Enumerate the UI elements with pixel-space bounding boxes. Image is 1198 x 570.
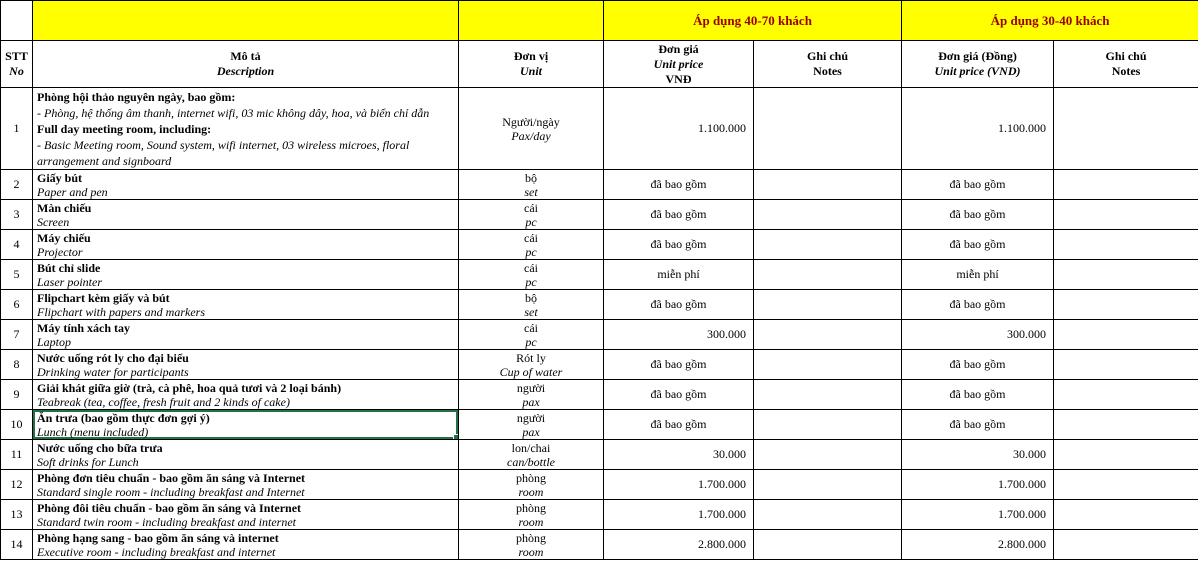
unit-line-en: can/bottle (507, 454, 555, 469)
row-number-cell[interactable]: 9 (1, 380, 33, 410)
unit-price-40-70-cell[interactable]: 2.800.000 (604, 530, 754, 560)
notes-40-70-cell[interactable] (754, 440, 902, 470)
unit-cell[interactable] (459, 350, 604, 380)
unit-line-vi: bộ (525, 170, 537, 185)
unit-line-en: pc (525, 334, 537, 349)
desc-line: Phòng đơn tiêu chuẩn - bao gồm ăn sáng và Internet (37, 470, 306, 485)
notes-30-40-header-cell[interactable] (1054, 41, 1198, 88)
unit-price-40-70-cell[interactable]: 30.000 (604, 440, 754, 470)
row-number-cell[interactable]: 1 (1, 88, 33, 170)
notes-30-40-cell[interactable] (1054, 500, 1198, 530)
notes-40-70-header-cell[interactable] (754, 41, 902, 88)
unit-line-vi: Người/ngày (502, 114, 560, 129)
mota-label: Mô tả (230, 49, 261, 63)
donvi-label: Đơn vị (513, 49, 549, 63)
unit-price-40-70-header-cell[interactable] (604, 41, 754, 88)
desc-line: Full day meeting room, including: (37, 121, 212, 136)
unit-line-vi: cái (524, 260, 538, 275)
notes-40-70-cell[interactable] (754, 88, 902, 170)
unit-price-30-40-cell[interactable]: đã bao gồm (902, 350, 1054, 380)
unit-cell[interactable] (459, 88, 604, 170)
notes-40-70-cell[interactable] (754, 260, 902, 290)
unit-price-40-70-cell[interactable]: đã bao gồm (604, 410, 754, 440)
group-30-40-header[interactable]: Áp dụng 30-40 khách (902, 1, 1198, 41)
unit-price-30-40-cell[interactable]: đã bao gồm (902, 410, 1054, 440)
row-number-cell[interactable]: 2 (1, 170, 33, 200)
unit-price-30-40-cell[interactable]: đã bao gồm (902, 290, 1054, 320)
unit-line-en: room (518, 514, 544, 529)
unit-price-40-70-cell[interactable]: miễn phí (604, 260, 754, 290)
description-cell[interactable] (33, 470, 459, 500)
description-cell[interactable] (33, 290, 459, 320)
desc-line: Màn chiếu (37, 200, 92, 215)
desc-line: Bút chỉ slide (37, 260, 101, 275)
unit-price-40-70-cell[interactable]: 1.700.000 (604, 500, 754, 530)
notes-30-40-cell[interactable] (1054, 290, 1198, 320)
unit-line-en: room (518, 484, 544, 499)
row-number-cell[interactable]: 7 (1, 320, 33, 350)
notes-40-70-cell[interactable] (754, 500, 902, 530)
unit-line-en: Pax/day (511, 128, 551, 143)
unit-label: Unit (519, 64, 542, 78)
desc-line: Lunch (menu included) (37, 424, 149, 439)
row-number-cell[interactable]: 4 (1, 230, 33, 260)
description-cell[interactable] (33, 500, 459, 530)
desc-line: Giải khát giữa giờ (trà, cà phê, hoa quả tươi và 2 loại bánh) (37, 380, 342, 395)
desc-line: Nước uống cho bữa trưa (37, 440, 163, 455)
unit-price-30-40-cell[interactable]: 1.100.000 (902, 88, 1054, 170)
notes-30-40-cell[interactable] (1054, 170, 1198, 200)
unit-cell[interactable] (459, 260, 604, 290)
unit-line-vi: cái (524, 200, 538, 215)
unit-cell[interactable] (459, 440, 604, 470)
desc-header-cell[interactable] (33, 41, 459, 88)
unit-line-vi: cái (524, 230, 538, 245)
description-cell[interactable] (33, 200, 459, 230)
stt-header-cell[interactable] (1, 41, 33, 88)
unit-price-30-40-header-cell[interactable] (902, 41, 1054, 88)
notes-40-70-cell[interactable] (754, 290, 902, 320)
unit-line-en: room (518, 544, 544, 559)
group-header-row (1, 1, 1198, 41)
row-number-cell[interactable]: 11 (1, 440, 33, 470)
vnd-label: VNĐ (665, 71, 692, 86)
unit-line-vi: cái (524, 320, 538, 335)
unit-price-40-70-cell[interactable]: 1.700.000 (604, 470, 754, 500)
unit-price-40-70-cell[interactable]: 1.100.000 (604, 88, 754, 170)
notes-30-40-cell[interactable] (1054, 410, 1198, 440)
notes-40-70-cell[interactable] (754, 170, 902, 200)
description-label: Description (216, 64, 275, 78)
notes-30-40-cell[interactable] (1054, 88, 1198, 170)
desc-line: Standard twin room - including breakfast and internet (37, 514, 296, 529)
table-row (1, 440, 1198, 470)
unit-price-30-40-cell[interactable]: đã bao gồm (902, 200, 1054, 230)
notes-40-70-cell[interactable] (754, 380, 902, 410)
notes-30-40-cell[interactable] (1054, 380, 1198, 410)
table-row (1, 170, 1198, 200)
desc-line: Screen (37, 214, 70, 229)
unit-price-30-40-cell[interactable]: đã bao gồm (902, 380, 1054, 410)
unit-cell[interactable] (459, 320, 604, 350)
unit-header-cell[interactable] (459, 41, 604, 88)
unit-line-en: pax (522, 424, 540, 439)
desc-line: Máy chiếu (37, 230, 91, 245)
notes-40-70-cell[interactable] (754, 320, 902, 350)
unit-price-30-40-cell[interactable]: 300.000 (902, 320, 1054, 350)
desc-line: Flipchart kèm giấy và bút (37, 290, 170, 305)
row-number-cell[interactable]: 10 (1, 410, 33, 440)
unit-price-40-70-cell[interactable]: đã bao gồm (604, 290, 754, 320)
table-row (1, 260, 1198, 290)
unit-price-40-70-cell[interactable]: đã bao gồm (604, 380, 754, 410)
row-number-cell[interactable]: 6 (1, 290, 33, 320)
table-row (1, 88, 1198, 170)
notes-40-70-cell[interactable] (754, 530, 902, 560)
notes-30-40-cell[interactable] (1054, 260, 1198, 290)
unit-price-30-40-cell[interactable]: miễn phí (902, 260, 1054, 290)
unit-price-30-40-cell[interactable]: đã bao gồm (902, 170, 1054, 200)
unit-cell[interactable] (459, 230, 604, 260)
unit-line-vi: bộ (525, 290, 537, 305)
notes-30-40-cell[interactable] (1054, 230, 1198, 260)
unit-price-30-40-cell[interactable]: 2.800.000 (902, 530, 1054, 560)
fill-handle[interactable] (453, 434, 459, 440)
unit-price-40-70-cell[interactable]: đã bao gồm (604, 230, 754, 260)
unit-line-en: pc (525, 274, 537, 289)
unit-price-40-70-cell[interactable]: đã bao gồm (604, 350, 754, 380)
stt-label: STT (5, 49, 28, 63)
desc-line: Phòng hạng sang - bao gồm ăn sáng và internet (37, 530, 279, 545)
unit-line-en: set (524, 304, 538, 319)
row-number-cell[interactable]: 8 (1, 350, 33, 380)
unit-price-30-40-cell[interactable]: 1.700.000 (902, 500, 1054, 530)
description-cell[interactable] (33, 260, 459, 290)
unit-line-en: pc (525, 214, 537, 229)
row-number-cell[interactable]: 14 (1, 530, 33, 560)
table-row (1, 290, 1198, 320)
table-row (1, 500, 1198, 530)
unit-line-en: pc (525, 244, 537, 259)
description-cell[interactable] (33, 410, 459, 440)
desc-line: Soft drinks for Lunch (37, 454, 139, 469)
group-40-70-header[interactable]: Áp dụng 40-70 khách (604, 1, 902, 41)
description-cell[interactable] (33, 170, 459, 200)
desc-top-cell[interactable] (33, 1, 459, 41)
unit-cell[interactable] (459, 500, 604, 530)
desc-line: Laptop (37, 334, 72, 349)
unit-line-vi: lon/chai (511, 440, 551, 455)
desc-line: Paper and pen (37, 184, 108, 199)
notes-30-40-cell[interactable] (1054, 320, 1198, 350)
notes-30-40-cell[interactable] (1054, 440, 1198, 470)
notes-label-2: Notes (1111, 64, 1141, 78)
desc-line: Ăn trưa (bao gồm thực đơn gợi ý) (37, 410, 210, 425)
row-number-cell[interactable]: 3 (1, 200, 33, 230)
unit-line-vi: phòng (516, 470, 546, 485)
unit-cell[interactable] (459, 470, 604, 500)
description-cell[interactable] (33, 230, 459, 260)
notes-40-70-cell[interactable] (754, 350, 902, 380)
unit-line-vi: phòng (516, 530, 546, 545)
description-cell[interactable] (33, 88, 459, 170)
desc-line: - Phòng, hệ thống âm thanh, internet wifi, 03 mic không dây, hoa, và biển chỉ dẫn (37, 105, 430, 120)
notes-30-40-cell[interactable] (1054, 530, 1198, 560)
table-row (1, 230, 1198, 260)
row-number-cell[interactable]: 5 (1, 260, 33, 290)
desc-line: - Basic Meeting room, Sound system, wifi internet, 03 wireless microes, floral arrangement and signboard (37, 137, 410, 168)
description-cell[interactable] (33, 350, 459, 380)
unit-line-vi: người (516, 380, 546, 395)
table-row (1, 380, 1198, 410)
unit-price-30-40-cell[interactable]: đã bao gồm (902, 230, 1054, 260)
desc-line: Flipchart with papers and markers (37, 304, 205, 319)
description-cell[interactable] (33, 380, 459, 410)
table-row (1, 410, 1198, 440)
unit-cell[interactable] (459, 290, 604, 320)
stt-top-cell[interactable] (1, 1, 33, 41)
unit-line-vi: phòng (516, 500, 546, 515)
unit-price-vnd-label: Unit price (VND) (934, 64, 1021, 78)
table-row (1, 470, 1198, 500)
table-row (1, 350, 1198, 380)
no-label: No (9, 64, 24, 78)
dongia-dong-label: Đơn giá (Đồng) (938, 49, 1017, 63)
desc-line: Giấy bút (37, 170, 83, 185)
unit-top-cell[interactable] (459, 1, 604, 41)
desc-line: Phòng đôi tiêu chuẩn - bao gồm ăn sáng và Internet (37, 500, 302, 515)
unit-price-40-70-cell[interactable]: đã bao gồm (604, 170, 754, 200)
notes-40-70-cell[interactable] (754, 470, 902, 500)
desc-line: Teabreak (tea, coffee, fresh fruit and 2 kinds of cake) (37, 394, 290, 409)
row-number-cell[interactable]: 12 (1, 470, 33, 500)
unit-line-en: pax (522, 394, 540, 409)
unit-cell[interactable] (459, 380, 604, 410)
notes-30-40-cell[interactable] (1054, 470, 1198, 500)
desc-line: Projector (37, 244, 83, 259)
description-cell[interactable] (33, 440, 459, 470)
desc-line: Máy tính xách tay (37, 320, 130, 335)
table-row (1, 200, 1198, 230)
desc-line: Standard single room - including breakfast and Internet (37, 484, 305, 499)
notes-40-70-cell[interactable] (754, 410, 902, 440)
unit-line-vi: Rót ly (516, 350, 546, 365)
unit-cell[interactable] (459, 530, 604, 560)
dongia-label: Đơn giá (658, 41, 699, 56)
unit-price-30-40-cell[interactable]: 1.700.000 (902, 470, 1054, 500)
column-header-row (1, 41, 1198, 88)
unit-price-40-70-cell[interactable]: 300.000 (604, 320, 754, 350)
desc-line: Executive room - including breakfast and internet (37, 544, 276, 559)
unit-cell[interactable] (459, 200, 604, 230)
row-number-cell[interactable]: 13 (1, 500, 33, 530)
table-row (1, 530, 1198, 560)
notes-40-70-cell[interactable] (754, 200, 902, 230)
ghichu-label: Ghi chú (807, 49, 849, 63)
ghichu-label-2: Ghi chú (1105, 49, 1147, 63)
notes-label: Notes (813, 64, 842, 78)
desc-line: Drinking water for participants (37, 364, 189, 379)
unit-price-label: Unit price (653, 56, 704, 71)
desc-line: Laser pointer (37, 274, 103, 289)
unit-cell[interactable] (459, 170, 604, 200)
notes-30-40-cell[interactable] (1054, 350, 1198, 380)
unit-price-40-70-cell[interactable]: đã bao gồm (604, 200, 754, 230)
unit-line-en: Cup of water (499, 364, 563, 379)
unit-line-en: set (524, 184, 538, 199)
notes-30-40-cell[interactable] (1054, 200, 1198, 230)
description-cell[interactable] (33, 320, 459, 350)
unit-price-30-40-cell[interactable]: 30.000 (902, 440, 1054, 470)
unit-line-vi: người (516, 410, 546, 425)
unit-cell[interactable] (459, 410, 604, 440)
table-row (1, 320, 1198, 350)
notes-40-70-cell[interactable] (754, 230, 902, 260)
description-cell[interactable] (33, 530, 459, 560)
desc-line: Nước uống rót ly cho đại biểu (37, 350, 189, 365)
desc-line: Phòng hội thảo nguyên ngày, bao gồm: (37, 89, 236, 104)
